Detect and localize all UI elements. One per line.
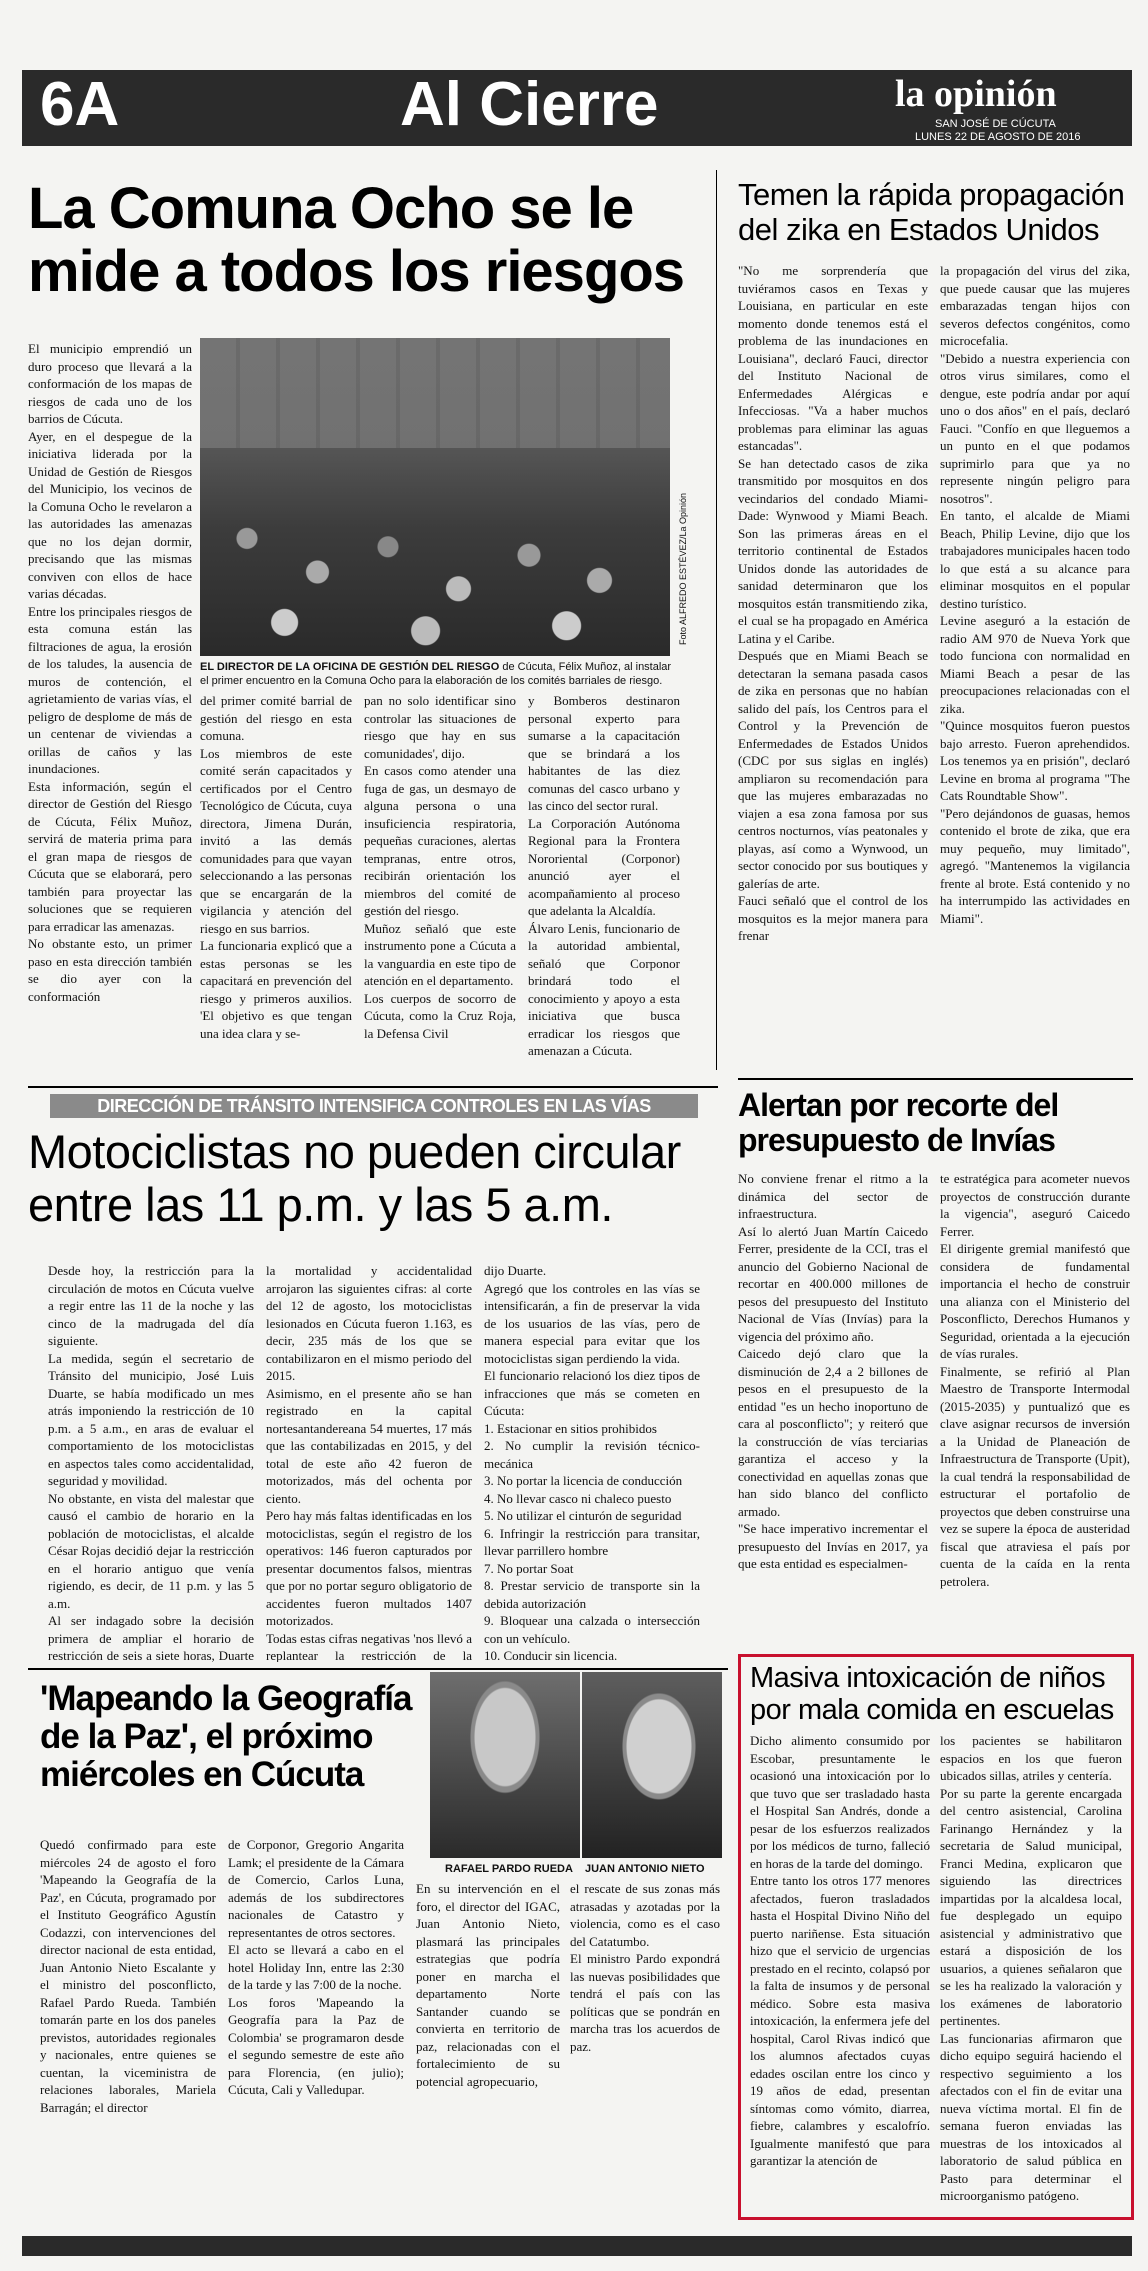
infraction-list-item: 3. No portar la licencia de conducción xyxy=(484,1473,683,1488)
photo-comuna-meeting xyxy=(200,338,670,656)
page-number: 6A xyxy=(40,70,120,139)
horizontal-divider-2 xyxy=(738,1078,1133,1080)
infraction-list-item: 8. Prestar servicio de transporte sin la debida autorización xyxy=(484,1578,700,1611)
photo-juan-antonio-nieto xyxy=(582,1672,722,1858)
column-divider xyxy=(716,170,717,1070)
photo-rafael-pardo xyxy=(430,1672,580,1858)
infraction-list-item: 10. Conducir sin licencia. xyxy=(484,1648,618,1662)
headline-geografia: 'Mapeando la Geografía de la Paz', el próximo miércoles en Cúcuta xyxy=(40,1679,412,1794)
photo1-caption: RAFAEL PARDO RUEDA xyxy=(445,1863,573,1875)
zika-col2: la propagación del virus del zika, que puede causar que las mujeres embarazadas tengan hijos con severos defectos congénitos, como microcefalia. "Debido a nuestra experiencia con otros virus similares, como el dengue, este podría andar por aquí uno o dos años" en el país, declaró Fauci. "Confío en que lleguemos a un punto en el que podamos suprimirlo para que ya no represente ningún peligro para nosotros". En tanto, el alcalde de Miami Beach, Philip Levine, dijo que los trabajadores municipales hacen todo lo que está a su alcance para eliminar mosquitos en el popular destino turístico. Levine aseguró a la estación de radio AM 970 de Nueva York que todo funciona con normalidad en Miami Beach a pesar de las preocupaciones relacionadas con el zika. "Quince mosquitos fueron puestos bajo arresto. Fueron aprehendidos. Los tenemos ya en prisión", declaró Levine en broma al programa "The Cats Roundtable Show". "Pero dejándonos de guasas, hemos contenido el brote de zika, que era muy pequeño, muy limitado", agregó. "Mantenemos la vigilancia frente al brote. Está contenido y no ha interrumpido las actividades en Miami". xyxy=(940,263,1130,926)
photo-wall xyxy=(200,338,670,448)
photo2-caption: JUAN ANTONIO NIETO xyxy=(585,1863,705,1875)
headline-motos: Motociclistas no pueden circular entre las 11 p.m. y las 5 a.m. xyxy=(28,1125,681,1231)
headline-comuna: La Comuna Ocho se le mide a todos los riesgos xyxy=(28,176,685,304)
footer-bar xyxy=(22,2236,1132,2256)
infraction-list-item: 7. No portar Soat xyxy=(484,1560,574,1576)
photo-caption-comuna-lead: EL DIRECTOR DE LA OFICINA DE GESTIÓN DEL RIESGO xyxy=(200,661,500,673)
motos-col2: la mortalidad y accidentalidad arrojaron las siguientes cifras: al corte del 12 de agosto, los motociclistas lesionados en Cúcuta fueron 1.163, es decir, 235 más de los que se contabilizaron en el mismo periodo del 2015. Asimismo, en el presente año se han registrado en la capital nortesantandereana 54 muertes, 17 más que las contabilizadas en 2015, y del total de este año 42 fueron de motorizados, más del ochenta por ciento. Pero hay más faltas identificadas en los motociclistas, según el registro de los operativos: 146 fueron capturados por presentar documentos falsos, mientras que por no portar seguro obligatorio de accidentes fueron multados 1407 motorizados. Todas estas cifras negativas 'nos llevó a replantear la restricción de la xyxy=(266,1263,472,1662)
horizontal-divider-3 xyxy=(28,1668,728,1670)
zika-col1: "No me sorprendería que tuviéramos casos en Texas y Louisiana, en particular en este momento donde tenemos está el problema de las inundaciones en Louisiana", declaró Fauci, director del Instituto Nacional de Enfermedades Alérgicas e Infecciosas. "Va a haber muchos problemas para eliminar las aguas estancadas". Se han detectado casos de zika transmitido por mosquitos en dos vecindarios del condado Miami-Dade: Wynwood y Miami Beach. Son las primeras áreas en el territorio continental de Estados Unidos donde las autoridades de sanidad determinaron que los mosquitos están transmitiendo zika, el cual se ha propagado en América Latina y el Caribe. Después que en Miami Beach se detectaran la semana pasada casos de zika en personas que no habían salido del país, los Centros para el Control y la Prevención de Enfermedades de Estados Unidos (CDC por sus siglas en inglés) ampliaron su recomendación para que las mujeres embarazadas no viajen a esa zona famosa por sus centros nocturnos, vías peatonales y playas, así como a Wynwood, un sector conocido por sus boutiques y galerías de arte. Fauci señaló que el control de los mosquitos es la mejor manera para frenar xyxy=(738,263,928,943)
horizontal-divider-1 xyxy=(28,1086,718,1088)
logo: la opinión xyxy=(895,73,1057,115)
photo-credit-comuna: Foto ALFREDO ESTÉVEZ/La Opinión xyxy=(678,492,688,645)
geografia-col3: En su intervención en el foro, el director del IGAC, Juan Antonio Nieto, plasmará las principales estrategias que podría poner en marcha el departamento Norte Santander cuando se convierta en territorio de paz, relacionadas con el fortalecimiento de su potencial agropecuario, xyxy=(416,1881,560,2089)
infraction-list-item: 2. No cumplir la revisión técnico-mecánica xyxy=(484,1438,700,1471)
infraction-list-item: 4. No llevar casco ni chaleco puesto xyxy=(484,1490,672,1506)
intox-col2: los pacientes se habilitaron espacios en los que fueron ubicados sillas, atriles y centería. Por su parte la gerente encargada del centro asistencial, Carolina Farinango Hernández y la secretaria de Salud municipal, Franci Medina, explicaron que siguiendo las directrices impartidas por la alcaldesa local, fue desplegado un equipo asistencial y administrativo que estará a disposición de los usuarios, a quienes señalaron que se les ha realizado la valoración y los exámenes de laboratorio pertinentes. Las funcionarias afirmaron que dicho equipo seguirá haciendo el respectivo seguimiento a los afectados con el fin de evitar una nueva víctima mortal. El fin de semana fueron enviadas las muestras de los intoxicados al laboratorio de salud pública en Pasto para determinar el microorganismo patógeno. xyxy=(940,1733,1122,2203)
headline-invias: Alertan por recorte del presupuesto de Invías xyxy=(738,1087,1059,1158)
intox-col1: Dicho alimento consumido por Escobar, presuntamente le ocasionó una intoxicación por lo que tuvo que ser trasladado hasta el Hospital San Andrés, donde a pesar de los esfuerzos realizados por los médicos de turno, falleció en horas de la tarde del domingo. Entre tanto los otros 177 menores afectados, fueron trasladados hasta el Hospital Divino Niño del puerto nariñense. Esta situación hizo que el servicio de urgencias prestado en el recinto, colapsó por la falta de insumos y de personal médico. Sobre esta masiva intoxicación, la enfermera jefe del hospital, Carol Rivas indicó que los alumnos afectados cuyas edades oscilan entre los cinco y 19 años de edad, presentan síntomas como vómito, diarrea, fiebre, calambres y escalofrío. Igualmente manifestó que para garantizar la atención de xyxy=(750,1733,930,2168)
comuna-col1: El municipio emprendió un duro proceso que llevará a la conformación de los mapas de riesgos de cada uno de los barrios de Cúcuta. Ayer, en el despegue de la iniciativa liderada por la Unidad de Gestión de Riesgos del Municipio, los vecinos de la Comuna Ocho le revelaron a las autoridades las amenazas que no los dejan dormir, precisando que las mismas conviven con ellos de hace varias décadas. Entre los principales riesgos de esta comuna están las filtraciones de agua, la erosión de los taludes, la ausencia de muros de contención, el agrietamiento de varias vías, el peligro de desplome de más de un centenar de viviendas a orillas de caños y las inundaciones. Esta información, según el director de Gestión del Riesgo de Cúcuta, Félix Muñoz, servirá de materia prima para el gran mapa de riesgos de Cúcuta que se elaborará, pero también para proyectar las soluciones que se requieren para erradicar las amenazas. No obstante esto, un primer paso en esta dirección también se dio ayer con la conformación xyxy=(28,341,192,1004)
photo-caption-comuna xyxy=(200,660,680,688)
photo-caption-comuna-rest: de Cúcuta, Félix Muñoz, al instalar el primer encuentro en la Comuna Ocho para la elaboración de los comités barriales de riesgo. xyxy=(200,661,672,687)
invias-col2: te estratégica para acometer nuevos proyectos de construcción durante la vigencia", aseguró Caicedo Ferrer. El dirigente gremial manifestó que considera de fundamental importancia el hecho de construir una alianza con el Ministerio del Posconflicto, Derechos Humanos y Seguridad, orientada a la ejecución de vías rurales. Finalmente, se refirió al Plan Maestro de Transporte Intermodal (2015-2035) y puntualizó que es clave asignar recursos de inversión a la Unidad de Planeación de Infraestructura de Transporte (Upit), la cual tendrá la responsabilidad de estructurar el portafolio de proyectos que deben construirse una vez se supere la época de austeridad fiscal que atraviesa el país por cuenta de la caída en la renta petrolera. xyxy=(940,1171,1130,1589)
headline-intox: Masiva intoxicación de niños por mala comida en escuelas xyxy=(750,1662,1114,1727)
geografia-col1: Quedó confirmado para este miércoles 24 de agosto el foro 'Mapeando la Geografía de la Paz', en Cúcuta, programado por el Instituto Geográfico Agustín Codazzi, con intervenciones del director nacional de esta entidad, Juan Antonio Nieto Escalante y el ministro del posconflicto, Rafael Pardo Rueda. También tomarán parte en los dos paneles previstos, autoridades regionales y nacionales, entre quienes se cuentan, la viceministra de relaciones laborales, Mariela Barragán; el director xyxy=(40,1837,216,2115)
masthead-date: LUNES 22 DE AGOSTO DE 2016 xyxy=(915,131,1081,143)
infraction-list-item: 6. Infringir la restricción para transitar, llevar parrillero hombre xyxy=(484,1525,700,1558)
photo-crowd xyxy=(200,488,670,656)
geografia-col2: de Corponor, Gregorio Angarita Lamk; el presidente de la Cámara de Comercio, Carlos Luna, además de los subdirectores nacionales de Catastro y representantes de otros sectores. El acto se llevará a cabo en el hotel Holiday Inn, entre las 2:30 de la tarde y las 7:00 de la noche. Los foros 'Mapeando la Geografía para la Paz de Colombia' se programaron desde el segundo semestre de este año para Florencia, (en julio); Cúcuta, Cali y Valledupar. xyxy=(228,1837,404,2097)
motos-col3-intro: dijo Duarte. Agregó que los controles en las vías se intensificarán, a fin de preservar la vida de los usuarios de las vías, pero de manera especial para evitar que los motociclistas sigan perdiendo la vida. El funcionario relacionó los diez tipos de infracciones que más se cometen en Cúcuta: xyxy=(484,1263,700,1418)
motos-col1: Desde hoy, la restricción para la circulación de motos en Cúcuta vuelve a regir entre las 11 de la noche y las cinco de la madrugada del día siguiente. La medida, según el secretario de Tránsito del municipio, José Luis Duarte, se había modificado un mes atrás imponiendo la restricción de 10 p.m. a 5 a.m., en aras de evaluar el comportamiento de los motociclistas en aspectos tales como accidentalidad, seguridad y movilidad. No obstante, en vista del malestar que causó el cambio de horario en la población de motociclistas, el alcalde César Rojas decidió dejar la restricción en el horario antiguo que venía rigiendo, es decir, de 11 p.m. y las 5 a.m. Al ser indagado sobre la decisión primera de ampliar el horario de restricción de seis a siete horas, Duarte xyxy=(48,1263,254,1662)
comuna-col3: pan no solo identificar sino controlar las situaciones de riesgo que hay en sus comunidades', dijo. En casos como atender una fuga de gas, un desmayo de alguna persona o una insuficiencia respiratoria, pequeñas curaciones, alertas tempranas, entre otros, recibirán orientación los miembros del comité de gestión del riesgo. Muñoz señaló que este instrumento pone a Cúcuta a la vanguardia en este tipo de atención en el departamento. Los cuerpos de socorro de Cúcuta, como la Cruz Roja, la Defensa Civil xyxy=(364,693,516,1041)
motos-col3 xyxy=(484,1262,700,1662)
infraction-list-item: 5. No utilizar el cinturón de seguridad xyxy=(484,1508,682,1523)
comuna-col4: y Bomberos destinaron personal experto para sumarse a la capacitación que se brindará a los habitantes de las diez comunas del casco urbano y las cinco del sector rural. La Corporación Autónoma Regional para la Frontera Nororiental (Corponor) anunció ayer el acompañamiento al proceso que adelanta la Alcaldía. Álvaro Lenis, funcionario de la autoridad ambiental, señaló que Corponor brindará todo el conocimiento y apoyo a esta iniciativa que busca erradicar los riesgos que amenazan a Cúcuta. xyxy=(528,693,680,1058)
kicker-motos-text: DIRECCIÓN DE TRÁNSITO INTENSIFICA CONTROLES EN LAS VÍAS xyxy=(97,1096,651,1116)
infraction-list-item: 1. Estacionar en sitios prohibidos xyxy=(484,1420,657,1436)
comuna-col2: del primer comité barrial de gestión del riesgo en esta comuna. Los miembros de este comité serán capacitados y certificados por el Centro Tecnológico de Cúcuta, cuya directora, Jimena Durán, invitó a las demás comunidades para que vayan seleccionando a las personas que se encargarán de la vigilancia y atención del riesgo en sus barrios. La funcionaria explicó que a estas personas se les capacitará en prevención del riesgo y primeros auxilios. 'El objetivo es que tengan una idea clara y se- xyxy=(200,693,352,1041)
masthead-location: SAN JOSÉ DE CÚCUTA xyxy=(935,118,1056,130)
invias-col1: No conviene frenar el ritmo a la dinámica del sector de infraestructura. Así lo alertó Juan Martín Caicedo Ferrer, presidente de la CCI, tras el anuncio del Gobierno Nacional de recortar en 400.000 millones de pesos del presupuesto del Instituto Nacional de Vías (Invías) para la vigencia del próximo año. Caicedo dejó claro que la disminución de 2,4 a 2 billones de pesos en el presupuesto de la entidad "es un hecho inoportuno de cara al posconflicto"; y reiteró que la construcción de vías terciarias garantiza el acceso y la conectividad en aquellas zonas que han sido blanco del conflicto armado. "Se hace imperativo incrementar el presupuesto del Invías en 2017, ya que esta entidad es especialmen- xyxy=(738,1171,928,1571)
section-title: Al Cierre xyxy=(400,70,659,139)
infraction-list-item: 9. Bloquear una calzada o intersección con un vehículo. xyxy=(484,1613,700,1646)
geografia-col4: el rescate de sus zonas más atrasadas y azotadas por la violencia, como es el caso del Catatumbo. El ministro Pardo expondrá las nuevas posibilidades que tendrá el país con las políticas que se pondrán en marcha tras los acuerdos de paz. xyxy=(570,1881,720,2054)
headline-zika: Temen la rápida propagación del zika en Estados Unidos xyxy=(738,177,1125,247)
